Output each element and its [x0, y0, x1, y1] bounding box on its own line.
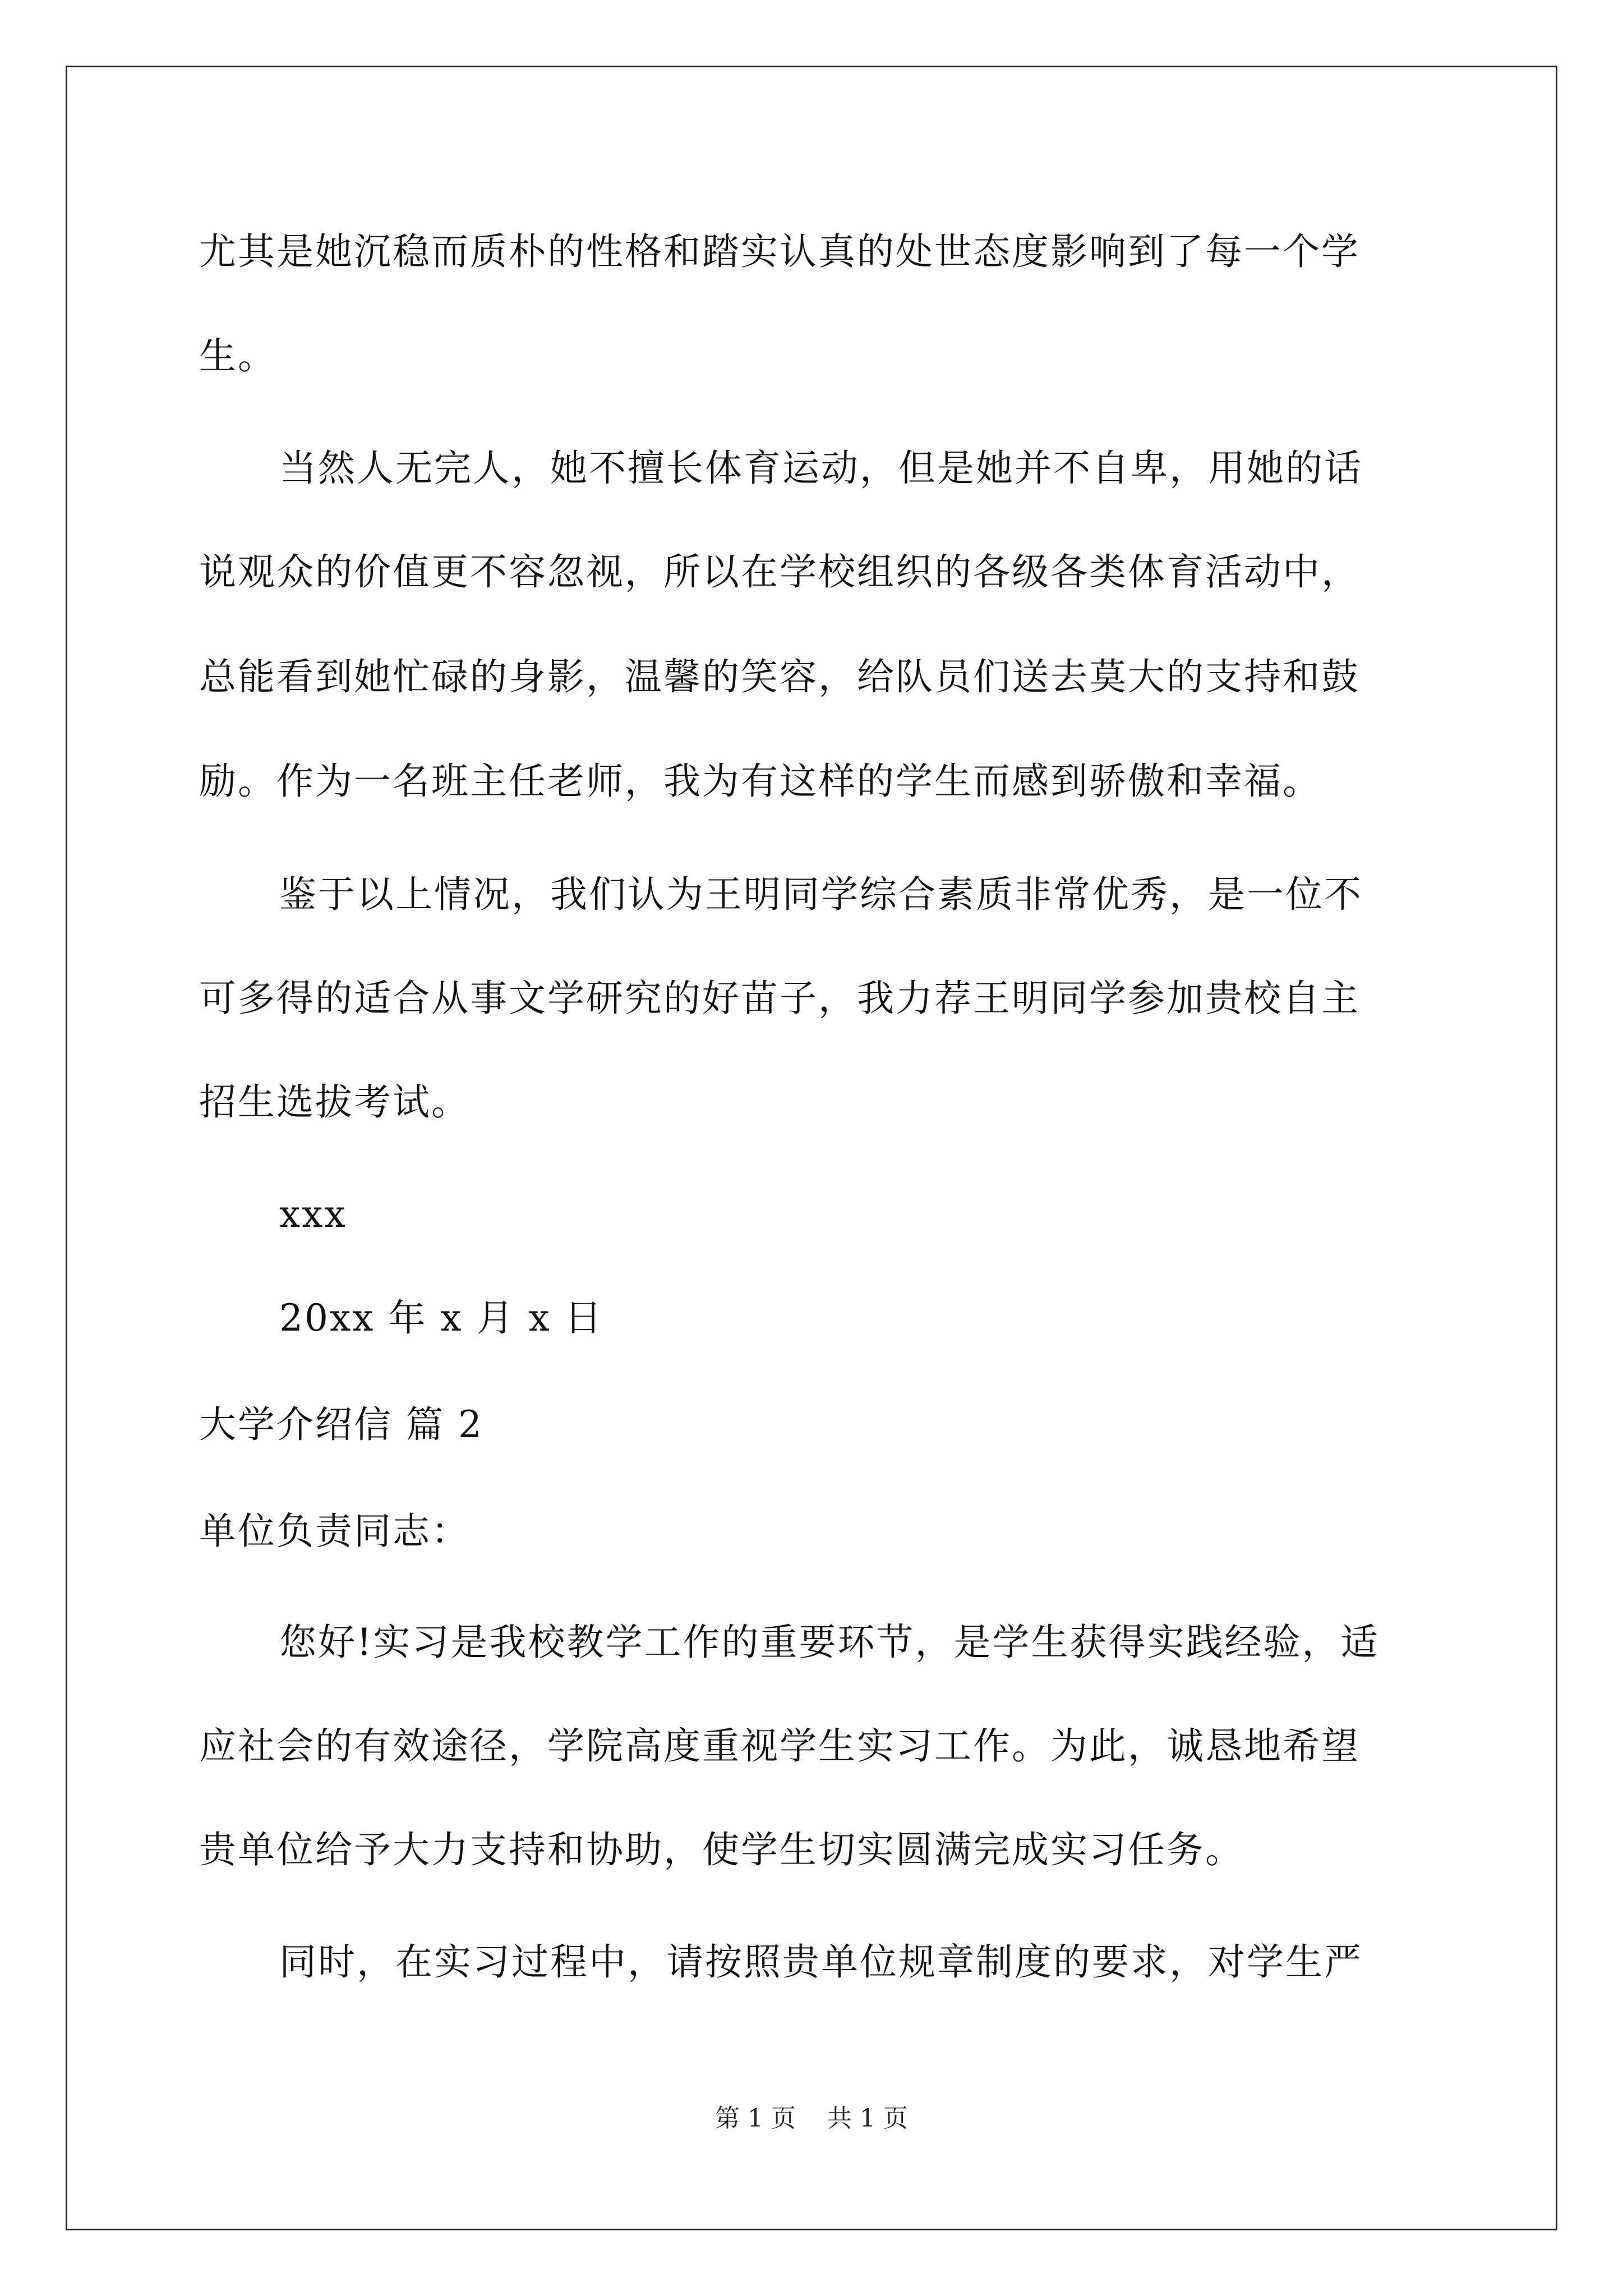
- text-line: 同时，在实习过程中，请按照贵单位规章制度的要求，对学生严: [279, 1940, 1363, 1984]
- section-heading: 大学介绍信 篇 2: [199, 1403, 483, 1446]
- salutation: 单位负责同志：: [199, 1510, 470, 1553]
- text-line: 说观众的价值更不容忽视，所以在学校组织的各级各类体育活动中，: [199, 550, 1360, 593]
- text-line: 招生选拔考试。: [199, 1080, 470, 1124]
- text-line: 励。作为一名班主任老师，我为有这样的学生而感到骄傲和幸福。: [199, 760, 1321, 803]
- signature-date: 20xx 年 x 月 x 日: [279, 1296, 603, 1340]
- text-line: 尤其是她沉稳而质朴的性格和踏实认真的处世态度影响到了每一个学: [199, 230, 1360, 273]
- text-line: 可多得的适合从事文学研究的好苗子，我力荐王明同学参加贵校自主: [199, 977, 1360, 1020]
- text-line: 您好!实习是我校教学工作的重要环节，是学生获得实践经验，适: [279, 1621, 1380, 1664]
- text-line: 生。: [199, 334, 276, 378]
- text-line: 贵单位给予大力支持和协助，使学生切实圆满完成实习任务。: [199, 1828, 1244, 1871]
- signature-name: xxx: [279, 1193, 347, 1236]
- text-line: 当然人无完人，她不擅长体育运动，但是她并不自卑，用她的话: [279, 447, 1363, 490]
- text-line: 鉴于以上情况，我们认为王明同学综合素质非常优秀，是一位不: [279, 873, 1363, 916]
- page-border: [66, 66, 1557, 2230]
- page-total: 共 1 页: [827, 2104, 908, 2133]
- text-line: 总能看到她忙碌的身影，温馨的笑容，给队员们送去莫大的支持和鼓: [199, 655, 1360, 698]
- text-line: 应社会的有效途径，学院高度重视学生实习工作。为此，诚恳地希望: [199, 1724, 1360, 1768]
- page-footer: [0, 2105, 1623, 2133]
- page-number: 第 1 页: [715, 2104, 796, 2133]
